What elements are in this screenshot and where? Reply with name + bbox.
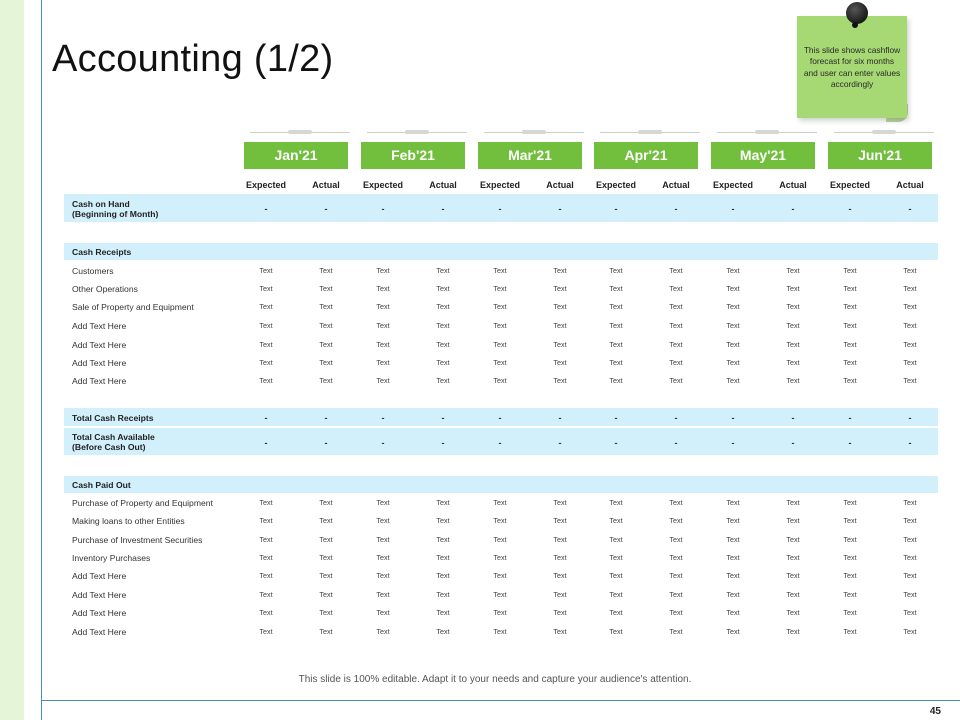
table-cell: Text (259, 590, 273, 599)
month-tab-knob (638, 130, 662, 134)
row-label: Inventory Purchases (72, 552, 151, 563)
row-label: Add Text Here (72, 375, 127, 386)
table-cell: - (614, 204, 618, 214)
table-cell: Text (259, 284, 273, 293)
table-cell: - (324, 437, 328, 448)
table-cell: - (441, 204, 445, 214)
footer-note: This slide is 100% editable. Adapt it to your needs and capture your audience's attention. (298, 674, 692, 685)
table-cell: - (381, 204, 385, 214)
table-cell: Text (609, 321, 623, 330)
table-cell: Text (726, 627, 740, 636)
table-cell: Text (786, 498, 800, 507)
table-cell: Text (726, 535, 740, 544)
table-cell: Text (726, 590, 740, 599)
table-cell: Text (786, 284, 800, 293)
table-cell: Text (903, 608, 917, 617)
column-subheader: Expected (712, 180, 754, 190)
row-label: Add Text Here (72, 320, 127, 331)
table-cell: Text (436, 321, 450, 330)
table-cell: Text (669, 321, 683, 330)
table-cell: Text (786, 553, 800, 562)
table-cell: Text (669, 516, 683, 525)
table-cell: Text (903, 571, 917, 580)
table-cell: Text (726, 608, 740, 617)
table-cell: Text (903, 516, 917, 525)
table-cell: Text (669, 535, 683, 544)
table-cell: - (731, 413, 735, 423)
table-cell: - (324, 204, 328, 214)
table-cell: Text (493, 516, 507, 525)
left-accent-band (0, 0, 24, 720)
table-cell: Text (376, 376, 390, 385)
table-cell: Text (259, 553, 273, 562)
table-cell: - (498, 437, 502, 448)
table-cell: Text (669, 590, 683, 599)
table-cell: Text (376, 498, 390, 507)
table-cell: Text (669, 498, 683, 507)
table-cell: - (498, 413, 502, 423)
table-cell: Text (376, 627, 390, 636)
table-cell: - (614, 413, 618, 423)
table-cell: - (791, 437, 795, 448)
table-cell: Text (843, 608, 857, 617)
table-cell: Text (786, 321, 800, 330)
table-cell: Text (259, 516, 273, 525)
table-cell: Text (726, 284, 740, 293)
table-cell: Text (786, 535, 800, 544)
table-cell: - (498, 204, 502, 214)
page-title: Accounting (1/2) (52, 38, 334, 80)
table-cell: Text (259, 358, 273, 367)
table-cell: - (441, 413, 445, 423)
column-subheader: Expected (245, 180, 287, 190)
row-label: Cash Paid Out (72, 480, 131, 490)
column-subheader: Expected (595, 180, 637, 190)
table-cell: Text (319, 571, 333, 580)
table-cell: Text (319, 284, 333, 293)
table-cell: Text (786, 516, 800, 525)
table-cell: Text (609, 358, 623, 367)
table-cell: - (558, 437, 562, 448)
month-tab-knob (755, 130, 779, 134)
table-cell: Text (319, 553, 333, 562)
table-cell: Text (843, 590, 857, 599)
table-cell: Text (319, 590, 333, 599)
table-cell: - (558, 204, 562, 214)
table-cell: Text (726, 498, 740, 507)
table-cell: Text (843, 376, 857, 385)
table-cell: Text (436, 340, 450, 349)
table-cell: Text (903, 535, 917, 544)
table-cell: Text (493, 302, 507, 311)
table-cell: Text (843, 535, 857, 544)
table-cell: Text (726, 376, 740, 385)
table-cell: Text (493, 553, 507, 562)
table-cell: Text (553, 302, 567, 311)
table-cell: Text (903, 376, 917, 385)
table-cell: - (614, 437, 618, 448)
table-cell: Text (493, 284, 507, 293)
row-label: Customers (72, 265, 114, 276)
table-cell: Text (903, 321, 917, 330)
table-cell: Text (436, 535, 450, 544)
table-cell: Text (609, 340, 623, 349)
table-cell: Text (259, 571, 273, 580)
table-cell: Text (259, 498, 273, 507)
table-cell: Text (436, 571, 450, 580)
table-cell: Text (436, 302, 450, 311)
table-cell: Text (376, 571, 390, 580)
table-cell: Text (553, 553, 567, 562)
table-cell: Text (786, 608, 800, 617)
table-cell: Text (843, 553, 857, 562)
table-cell: Text (553, 608, 567, 617)
table-cell: - (731, 437, 735, 448)
table-cell: Text (669, 376, 683, 385)
table-cell: Text (609, 571, 623, 580)
column-subheader: Expected (479, 180, 521, 190)
month-tab-knob (872, 130, 896, 134)
table-cell: - (381, 437, 385, 448)
sticky-note: This slide shows cashflow forecast for six months and user can enter values accordingly (797, 16, 907, 118)
table-cell: - (674, 204, 678, 214)
table-cell: - (848, 413, 852, 423)
table-cell: Text (493, 608, 507, 617)
row-label: Add Text Here (72, 607, 127, 618)
month-header-2: Mar'21 (478, 142, 582, 169)
table-cell: Text (786, 266, 800, 275)
table-cell: Text (726, 553, 740, 562)
row-label: Total Cash Available (Before Cash Out) (72, 432, 155, 452)
table-cell: Text (259, 608, 273, 617)
table-cell: Text (843, 498, 857, 507)
table-cell: Text (903, 340, 917, 349)
table-cell: Text (553, 340, 567, 349)
table-cell: Text (493, 340, 507, 349)
table-cell: Text (553, 266, 567, 275)
table-cell: Text (669, 340, 683, 349)
table-cell: Text (376, 340, 390, 349)
row-band (64, 476, 938, 493)
row-label: Add Text Here (72, 357, 127, 368)
table-cell: Text (843, 302, 857, 311)
table-cell: - (264, 204, 268, 214)
table-cell: Text (553, 321, 567, 330)
table-cell: Text (493, 571, 507, 580)
table-cell: Text (376, 266, 390, 275)
table-cell: - (324, 413, 328, 423)
table-cell: Text (609, 498, 623, 507)
table-cell: Text (726, 571, 740, 580)
table-cell: Text (609, 266, 623, 275)
table-cell: Text (669, 627, 683, 636)
table-cell: Text (903, 302, 917, 311)
table-cell: Text (903, 284, 917, 293)
pushpin-needle (852, 22, 858, 28)
row-band (64, 243, 938, 260)
row-label: Add Text Here (72, 570, 127, 581)
table-cell: Text (843, 627, 857, 636)
table-cell: Text (726, 266, 740, 275)
table-cell: Text (493, 358, 507, 367)
row-label: Add Text Here (72, 626, 127, 637)
table-cell: Text (726, 340, 740, 349)
table-cell: Text (376, 553, 390, 562)
month-header-4: May'21 (711, 142, 815, 169)
table-cell: Text (609, 516, 623, 525)
table-cell: Text (843, 571, 857, 580)
table-cell: Text (493, 590, 507, 599)
column-subheader: Actual (896, 180, 924, 190)
row-label: Total Cash Receipts (72, 412, 154, 423)
month-tab-knob (405, 130, 429, 134)
month-header-3: Apr'21 (594, 142, 698, 169)
month-header-0: Jan'21 (244, 142, 348, 169)
table-cell: Text (436, 516, 450, 525)
table-cell: - (791, 204, 795, 214)
table-cell: Text (609, 284, 623, 293)
table-cell: - (848, 437, 852, 448)
table-cell: Text (319, 535, 333, 544)
table-cell: Text (553, 627, 567, 636)
table-cell: - (674, 437, 678, 448)
row-label: Cash Receipts (72, 247, 132, 257)
table-cell: Text (436, 284, 450, 293)
table-cell: Text (259, 627, 273, 636)
table-cell: Text (786, 590, 800, 599)
table-cell: Text (726, 516, 740, 525)
table-cell: Text (319, 358, 333, 367)
table-cell: Text (669, 266, 683, 275)
table-cell: Text (259, 340, 273, 349)
page-number: 45 (929, 706, 941, 717)
table-cell: Text (319, 498, 333, 507)
table-cell: Text (319, 627, 333, 636)
column-subheader: Expected (362, 180, 404, 190)
table-cell: Text (726, 302, 740, 311)
table-cell: - (264, 437, 268, 448)
table-cell: Text (669, 571, 683, 580)
table-cell: Text (493, 498, 507, 507)
table-cell: Text (669, 608, 683, 617)
table-cell: Text (669, 302, 683, 311)
table-cell: - (908, 413, 912, 423)
table-cell: Text (553, 590, 567, 599)
table-cell: Text (843, 516, 857, 525)
row-label: Other Operations (72, 283, 138, 294)
row-label: Add Text Here (72, 589, 127, 600)
table-cell: Text (609, 608, 623, 617)
table-cell: Text (436, 553, 450, 562)
table-cell: Text (903, 590, 917, 599)
table-cell: Text (609, 590, 623, 599)
table-cell: - (731, 204, 735, 214)
table-cell: Text (786, 627, 800, 636)
table-cell: Text (259, 266, 273, 275)
table-cell: - (908, 204, 912, 214)
table-cell: Text (376, 302, 390, 311)
table-cell: Text (786, 376, 800, 385)
table-cell: Text (259, 535, 273, 544)
table-cell: Text (436, 358, 450, 367)
table-cell: Text (609, 627, 623, 636)
row-label: Purchase of Property and Equipment (72, 497, 213, 508)
column-subheader: Actual (429, 180, 457, 190)
table-cell: Text (319, 266, 333, 275)
table-cell: Text (319, 321, 333, 330)
column-subheader: Actual (312, 180, 340, 190)
table-cell: Text (493, 535, 507, 544)
table-cell: - (441, 437, 445, 448)
table-cell: Text (259, 321, 273, 330)
month-header-5: Jun'21 (828, 142, 932, 169)
table-cell: Text (903, 266, 917, 275)
table-cell: Text (609, 553, 623, 562)
row-label: Cash on Hand (Beginning of Month) (72, 198, 159, 219)
table-cell: Text (436, 627, 450, 636)
table-cell: Text (843, 284, 857, 293)
column-subheader: Expected (829, 180, 871, 190)
row-label: Purchase of Investment Securities (72, 534, 203, 545)
table-cell: Text (726, 321, 740, 330)
table-cell: Text (669, 284, 683, 293)
pushpin-icon (846, 2, 868, 24)
table-cell: Text (376, 516, 390, 525)
table-cell: Text (376, 284, 390, 293)
table-cell: Text (319, 340, 333, 349)
column-subheader: Actual (779, 180, 807, 190)
table-cell: Text (376, 321, 390, 330)
table-cell: Text (376, 358, 390, 367)
table-cell: Text (319, 516, 333, 525)
table-cell: Text (319, 302, 333, 311)
table-cell: - (558, 413, 562, 423)
table-cell: Text (259, 376, 273, 385)
table-cell: Text (553, 571, 567, 580)
table-cell: Text (609, 535, 623, 544)
table-cell: Text (903, 358, 917, 367)
table-cell: Text (319, 608, 333, 617)
table-cell: Text (843, 358, 857, 367)
column-subheader: Actual (662, 180, 690, 190)
table-cell: Text (553, 535, 567, 544)
table-cell: - (908, 437, 912, 448)
table-cell: Text (436, 498, 450, 507)
table-cell: Text (903, 627, 917, 636)
table-cell: - (848, 204, 852, 214)
table-cell: Text (493, 376, 507, 385)
table-cell: - (264, 413, 268, 423)
month-tab-knob (288, 130, 312, 134)
table-cell: Text (259, 302, 273, 311)
table-cell: Text (376, 535, 390, 544)
table-cell: Text (609, 302, 623, 311)
table-cell: Text (553, 498, 567, 507)
table-cell: Text (436, 376, 450, 385)
table-cell: Text (553, 516, 567, 525)
table-cell: Text (669, 553, 683, 562)
table-cell: - (791, 413, 795, 423)
table-cell: Text (786, 340, 800, 349)
table-cell: Text (786, 571, 800, 580)
table-cell: Text (843, 340, 857, 349)
table-cell: Text (669, 358, 683, 367)
table-cell: Text (903, 498, 917, 507)
table-cell: Text (786, 358, 800, 367)
table-cell: Text (493, 321, 507, 330)
table-cell: Text (493, 266, 507, 275)
table-cell: Text (436, 590, 450, 599)
bottom-divider-line (41, 700, 960, 701)
table-cell: Text (843, 321, 857, 330)
column-subheader: Actual (546, 180, 574, 190)
table-cell: Text (843, 266, 857, 275)
table-cell: Text (553, 358, 567, 367)
table-cell: Text (609, 376, 623, 385)
month-tab-knob (522, 130, 546, 134)
table-cell: Text (319, 376, 333, 385)
row-label: Making loans to other Entities (72, 515, 185, 526)
table-cell: Text (376, 590, 390, 599)
table-cell: Text (493, 627, 507, 636)
table-cell: Text (436, 608, 450, 617)
table-cell: Text (553, 284, 567, 293)
table-cell: Text (436, 266, 450, 275)
row-label: Sale of Property and Equipment (72, 301, 194, 312)
table-cell: Text (376, 608, 390, 617)
table-cell: Text (553, 376, 567, 385)
table-cell: Text (786, 302, 800, 311)
table-cell: - (381, 413, 385, 423)
month-header-1: Feb'21 (361, 142, 465, 169)
row-label: Add Text Here (72, 339, 127, 350)
table-cell: - (674, 413, 678, 423)
table-cell: Text (903, 553, 917, 562)
table-cell: Text (726, 358, 740, 367)
left-divider-line (41, 0, 42, 720)
